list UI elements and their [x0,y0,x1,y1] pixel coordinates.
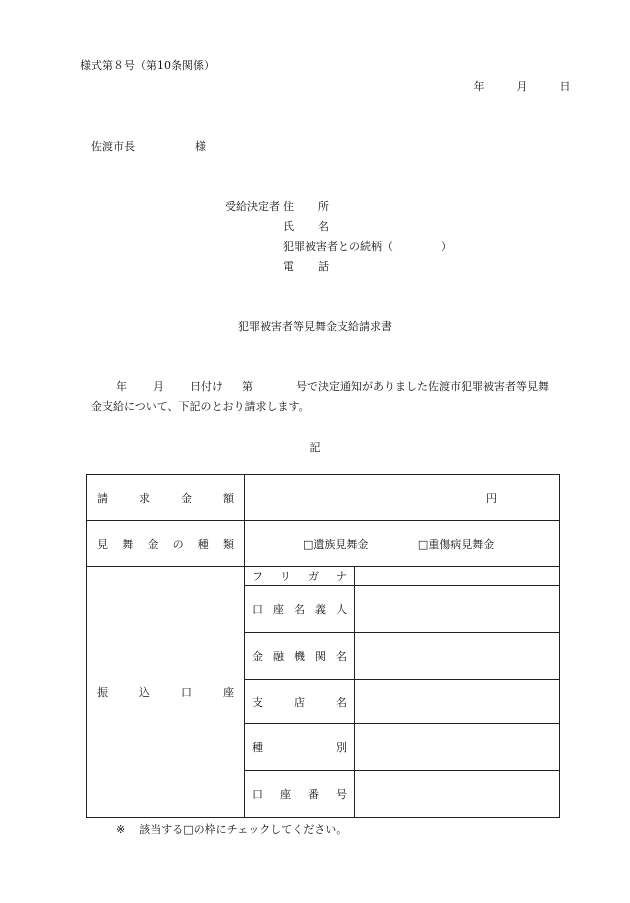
checkbox-icon[interactable]: □ [417,537,429,551]
account-type-label: 種 別 [245,724,355,771]
account-number-label: 口 座 番 号 [245,771,355,818]
applicant-phone-label: 電 話 [283,260,329,273]
branch-name-input[interactable] [355,680,560,724]
addressee-honorific: 様 [195,140,206,153]
relationship-field[interactable] [393,240,441,254]
type-row [87,521,560,567]
date-day-label: 日 [559,80,571,93]
amount-input-cell[interactable] [245,475,560,521]
bereaved-family-label: 遺族見舞金 [313,537,369,551]
account-type-input[interactable] [355,724,560,771]
serious-injury-label: 重傷病見舞金 [428,537,495,551]
applicant-address-label: 住 所 [283,200,329,213]
ki-heading: 記 [309,441,321,454]
note-mark: ※ [116,823,126,836]
type-options-cell [245,521,560,567]
type-label-cell: 見 舞 金 の 種 類 [87,521,245,567]
amount-row [87,475,560,521]
bank-name-label: 金 融 機 関 名 [245,633,355,680]
note-text: 該当する□の枠にチェックしてください。 [139,823,348,836]
amount-label-cell: 請 求 金 額 [87,475,245,521]
account-number-input[interactable] [355,771,560,818]
footnote [116,821,347,837]
addressee-title: 佐渡市長 [91,140,135,153]
phone-field[interactable] [340,256,540,272]
furigana-row [87,567,560,586]
date-year-label: 年 [473,80,485,93]
body-line-1: 年 月 日付け 第 号で決定通知がありました佐渡市犯罪被害者等見舞 [116,380,549,393]
bereaved-family-checkbox[interactable] [303,536,368,552]
branch-name-label: 支 店 名 [245,680,355,724]
form-number: 様式第８号（第10条関係） [80,59,215,72]
account-holder-input[interactable] [355,586,560,633]
transfer-label-cell: 振 込 口 座 [87,567,245,818]
serious-injury-checkbox[interactable] [418,536,494,552]
date-line [470,78,571,94]
relationship-label: 犯罪被害者との続柄（ ） [283,240,452,253]
claim-table [86,474,560,818]
furigana-input[interactable] [355,567,560,586]
furigana-label: フ リ ガ ナ [245,567,355,586]
amount-unit: 円 [486,491,497,505]
account-holder-label: 口 座 名 義 人 [245,586,355,633]
applicant-role: 受給決定者 [225,200,280,213]
body-line-2: 金支給について、下記のとおり請求します。 [91,400,310,413]
applicant-name-label: 氏 名 [283,220,329,233]
name-field[interactable] [340,216,540,232]
bank-name-input[interactable] [355,633,560,680]
date-month-label: 月 [516,80,528,93]
document-title: 犯罪被害者等見舞金支給請求書 [238,320,392,333]
address-field[interactable] [340,196,540,212]
checkbox-icon[interactable]: □ [303,537,314,551]
